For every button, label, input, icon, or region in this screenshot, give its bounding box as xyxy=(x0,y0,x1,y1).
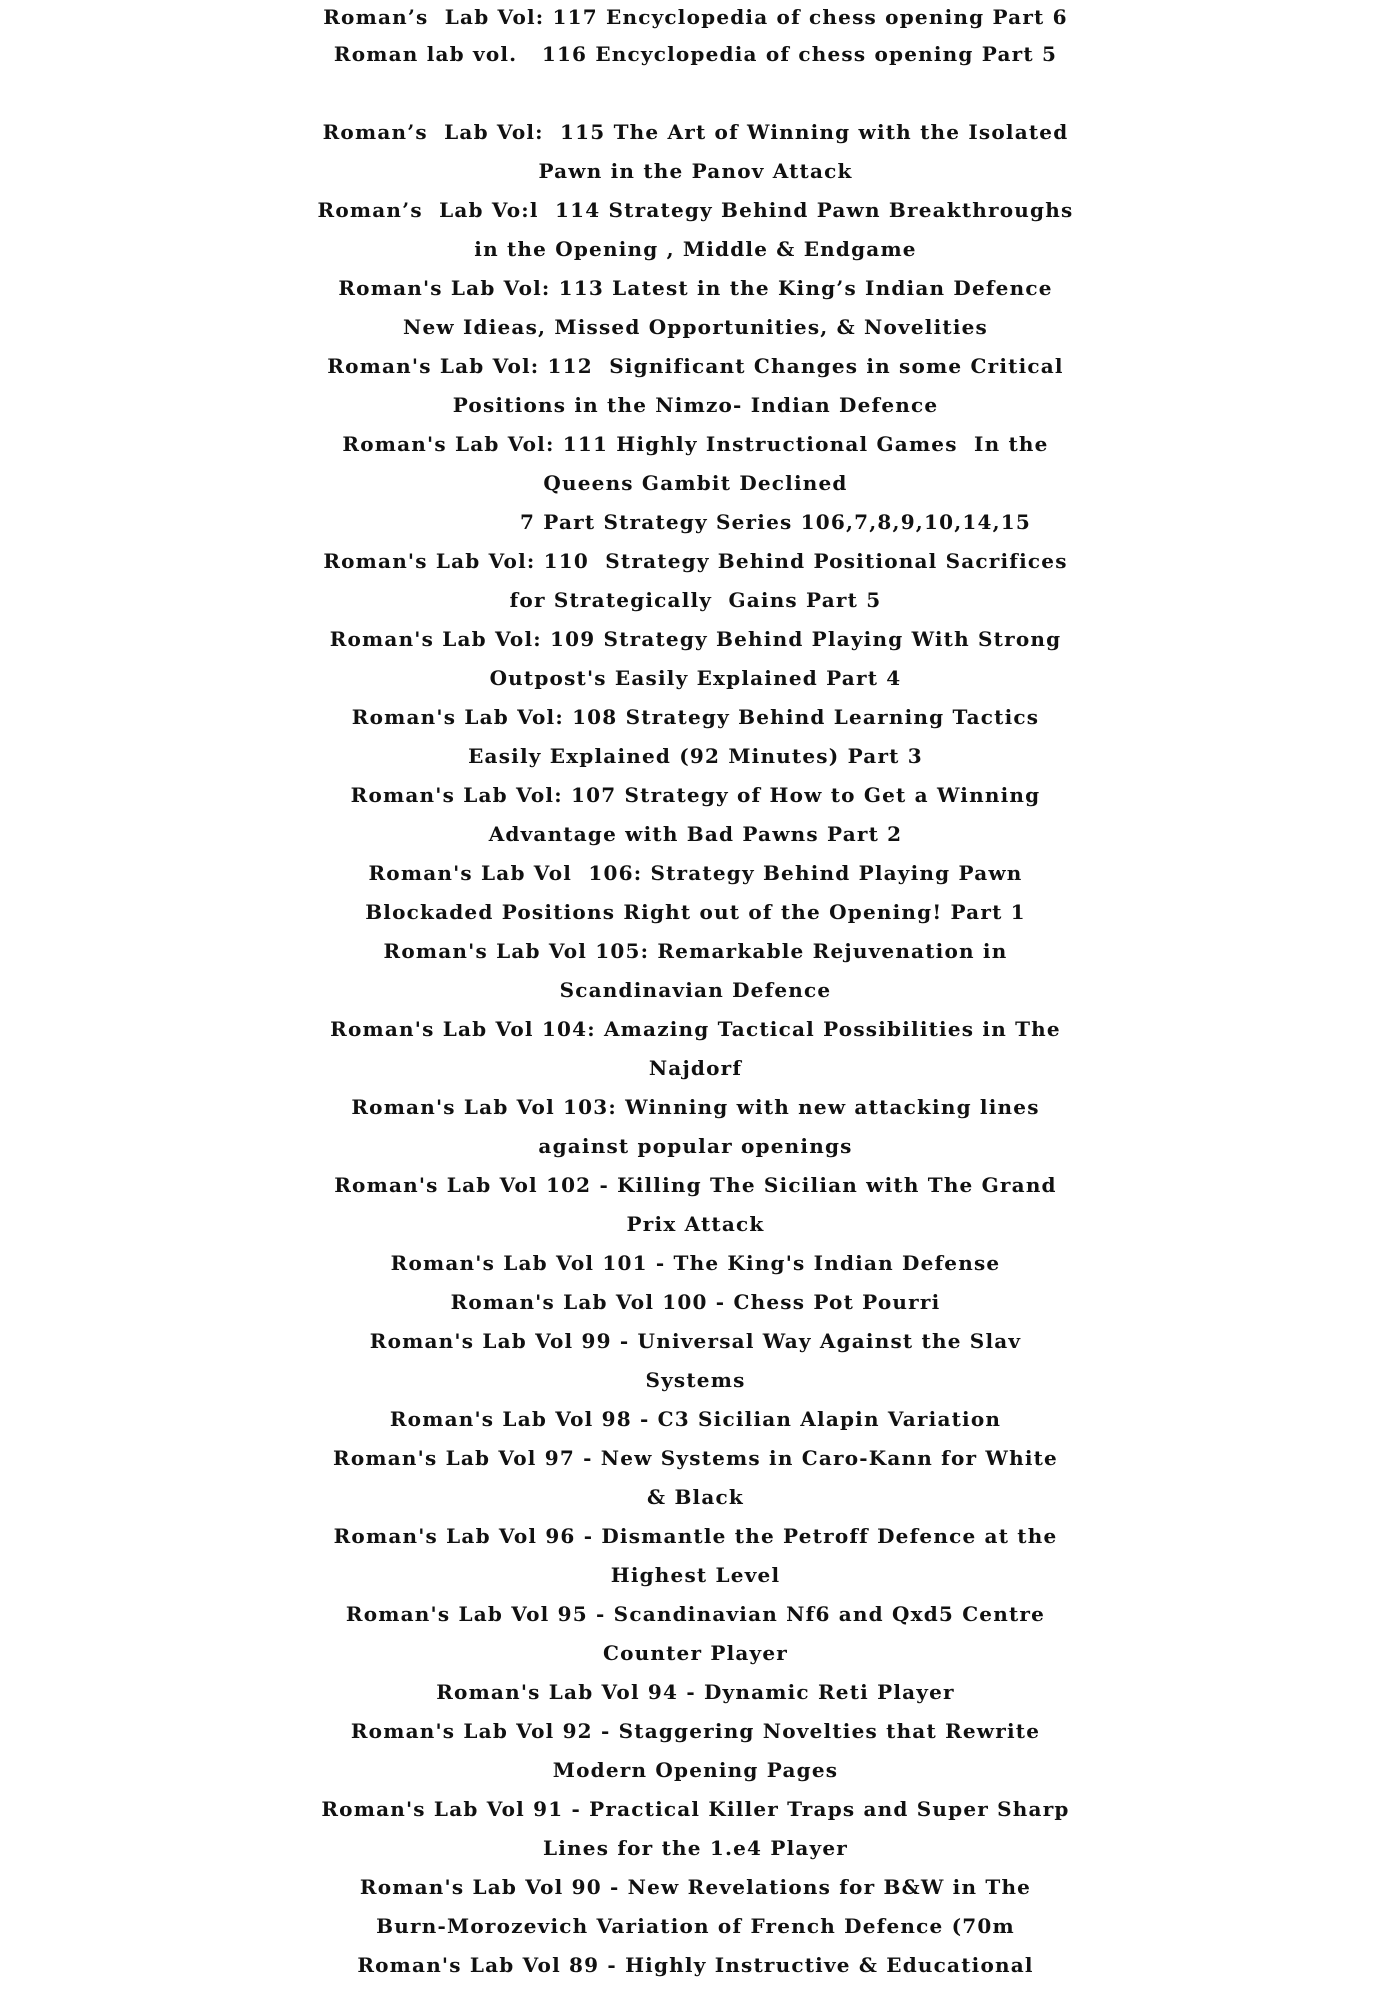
text-line: Advantage with Bad Pawns Part 2 xyxy=(488,822,903,846)
text-line: Prix Attack xyxy=(626,1212,765,1236)
text-line: Modern Opening Pages xyxy=(552,1758,839,1782)
text-line: Systems xyxy=(645,1368,746,1392)
text-line: Roman's Lab Vol 97 - New Systems in Caro-Kann for White xyxy=(333,1446,1058,1470)
text-line: Roman's Lab Vol: 110 Strategy Behind Positional Sacrifices xyxy=(323,549,1068,573)
text-line: Roman's Lab Vol: 109 Strategy Behind Playing With Strong xyxy=(329,627,1062,651)
text-line: Roman’s Lab Vo:l 114 Strategy Behind Pawn Breakthroughs xyxy=(317,198,1074,222)
text-line: Roman's Lab Vol 102 - Killing The Sicilian with The Grand xyxy=(334,1173,1057,1197)
text-line: Roman's Lab Vol: 111 Highly Instructional Games In the xyxy=(342,432,1049,456)
text-line: & Black xyxy=(647,1485,744,1509)
text-line: Roman's Lab Vol 104: Amazing Tactical Possibilities in The xyxy=(330,1017,1061,1041)
text-line: against popular openings xyxy=(538,1134,853,1158)
text-line: Highest Level xyxy=(610,1563,781,1587)
text-line: Roman's Lab Vol 101 - The King's Indian Defense xyxy=(390,1251,1001,1275)
text-line: Roman lab vol. 116 Encyclopedia of chess opening Part 5 xyxy=(333,42,1058,66)
text-line: 7 Part Strategy Series 106,7,8,9,10,14,15 xyxy=(519,510,1031,534)
text-line: Pawn in the Panov Attack xyxy=(538,159,853,183)
text-line: Roman's Lab Vol 92 - Staggering Novelties that Rewrite xyxy=(350,1719,1041,1743)
text-line: Najdorf xyxy=(648,1056,743,1080)
text-line: Roman's Lab Vol 94 - Dynamic Reti Player xyxy=(436,1680,955,1704)
text-line: Roman's Lab Vol: 107 Strategy of How to Get a Winning xyxy=(350,783,1041,807)
text-line: Blockaded Positions Right out of the Opening! Part 1 xyxy=(365,900,1026,924)
text-line: Lines for the 1.e4 Player xyxy=(542,1836,849,1860)
text-line: Roman's Lab Vol 100 - Chess Pot Pourri xyxy=(450,1290,941,1314)
text-line: Easily Explained (92 Minutes) Part 3 xyxy=(468,744,923,768)
text-line: Burn-Morozevich Variation of French Defence (70m xyxy=(376,1914,1015,1938)
text-line: Roman's Lab Vol 99 - Universal Way Against the Slav xyxy=(369,1329,1022,1353)
text-line: Counter Player xyxy=(602,1641,789,1665)
text-line: Roman's Lab Vol 103: Winning with new attacking lines xyxy=(351,1095,1040,1119)
text-line: Queens Gambit Declined xyxy=(543,471,848,495)
text-line: Outpost's Easily Explained Part 4 xyxy=(489,666,902,690)
text-line: for Strategically Gains Part 5 xyxy=(509,588,882,612)
text-line: Roman’s Lab Vol: 117 Encyclopedia of chess opening Part 6 xyxy=(323,5,1068,29)
text-line: in the Opening , Middle & Endgame xyxy=(474,237,917,261)
text-line: Roman's Lab Vol 105: Remarkable Rejuvenation in xyxy=(383,939,1008,963)
text-line: Positions in the Nimzo- Indian Defence xyxy=(452,393,939,417)
text-line: Roman's Lab Vol 98 - C3 Sicilian Alapin Variation xyxy=(389,1407,1002,1431)
text-line: Roman's Lab Vol 95 - Scandinavian Nf6 and Qxd5 Centre xyxy=(345,1602,1046,1626)
text-line: Roman's Lab Vol 96 - Dismantle the Petroff Defence at the xyxy=(333,1524,1058,1548)
text-line: Roman's Lab Vol: 108 Strategy Behind Learning Tactics xyxy=(351,705,1040,729)
text-line: Roman’s Lab Vol: 115 The Art of Winning with the Isolated xyxy=(322,120,1069,144)
text-line: Roman's Lab Vol: 112 Significant Changes in some Critical xyxy=(327,354,1064,378)
text-line: Roman's Lab Vol: 113 Latest in the King’s Indian Defence xyxy=(338,276,1053,300)
text-line: Roman's Lab Vol 91 - Practical Killer Traps and Super Sharp xyxy=(321,1797,1070,1821)
text-line: Scandinavian Defence xyxy=(559,978,832,1002)
text-line: Roman's Lab Vol 89 - Highly Instructive & Educational xyxy=(357,1953,1034,1977)
text-line: Roman's Lab Vol 106: Strategy Behind Playing Pawn xyxy=(368,861,1023,885)
text-line: New Idieas, Missed Opportunities, & Novelities xyxy=(402,315,989,339)
text-line: Roman's Lab Vol 90 - New Revelations for B&W in The xyxy=(359,1875,1032,1899)
